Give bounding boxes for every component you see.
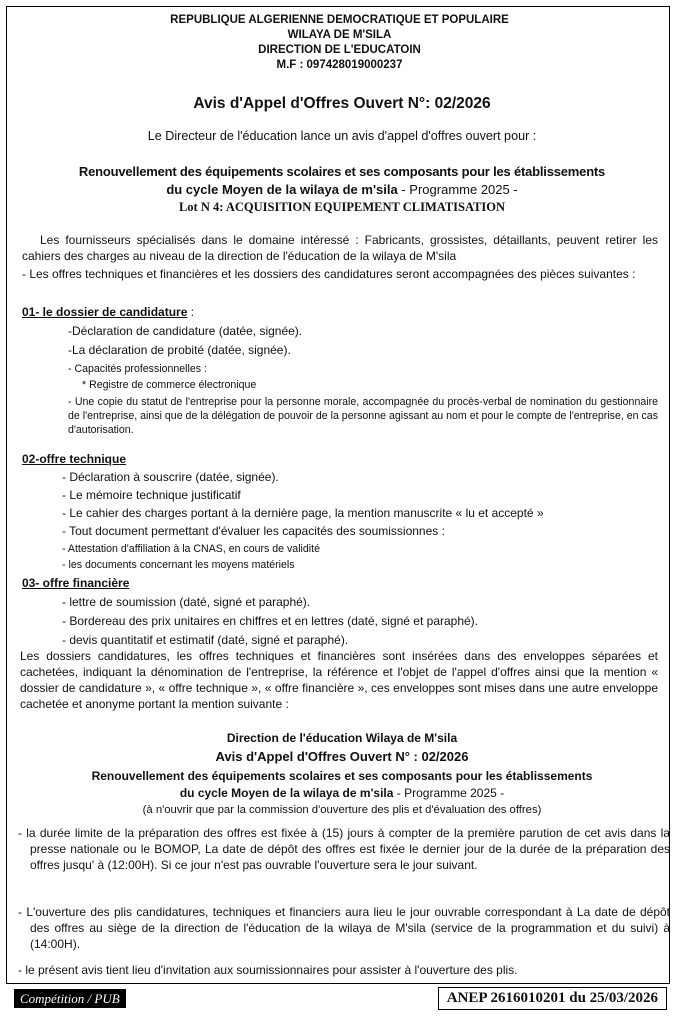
list-item: * Registre de commerce électronique [82, 379, 257, 391]
paragraph-offers: - Les offres techniques et financières et les dossiers des candidatures seront accompagnées des pièces suivantes : [22, 267, 636, 281]
list-item: - Bordereau des prix unitaires en chiffres et en lettres (daté, signé et paraphé). [62, 614, 479, 628]
bullet-opening: - L'ouverture des plis candidatures, techniques et financiers aura lieu le jour ouvrable correspondant à La date de dépôt des offres au siège de la direction de l'éducation de la wilaya de M'sila (service de la programmation et du suivi) à (14:00H). [18, 905, 670, 951]
envelope-line-4 [22, 785, 662, 801]
header-line-wilaya: WILAYA DE M'SILA [287, 29, 392, 41]
list-item: - Tout document permettant d'évaluer les capacités des soumissionnes : [62, 524, 445, 538]
section-candidature-colon: : [187, 305, 195, 319]
envelope-line-2: Avis d'Appel d'Offres Ouvert N° : 02/2026 [215, 749, 469, 764]
subject-cycle: du cycle Moyen de la wilaya de m'sila [166, 182, 398, 197]
list-item: - devis quantitatif et estimatif (daté, signé et paraphé). [62, 633, 349, 647]
list-item: -Déclaration de candidature (datée, signée). [68, 324, 303, 338]
header-line-mf: M.F : 097428019000237 [276, 59, 403, 71]
list-item: -La déclaration de probité (datée, signée). [68, 343, 291, 357]
footer-anep-reference: ANEP 2616010201 du 25/03/2026 [438, 987, 667, 1010]
subject-programme: - Programme 2025 - [401, 182, 518, 197]
paragraph-envelopes: Les dossiers candidatures, les offres techniques et financières sont insérées dans des enveloppes séparées et cachetées, indiquant la dénomination de l'entreprise, la référence et l'objet de l'appel d'offres ainsi que la mention « dossier de candidature », « offre technique », « offre financière », ces enveloppes sont mises dans une autre enveloppe cachetée et anonyme portant la mention suivante : [20, 649, 658, 711]
section-candidature-heading [22, 304, 662, 320]
section-technical [22, 451, 662, 572]
list-item: - Capacités professionnelles : [68, 363, 207, 375]
envelope-cycle: du cycle Moyen de la wilaya de m'sila [179, 786, 394, 800]
section-candidature-title: 01- le dossier de candidature [22, 305, 188, 319]
list-item: - Attestation d'affiliation à la CNAS, en cours de validité [62, 543, 320, 555]
header-line-republic: REPUBLIQUE ALGERIENNE DEMOCRATIQUE ET POPULAIRE [170, 14, 509, 26]
notice-title: Avis d'Appel d'Offres Ouvert N°: 02/2026 [193, 95, 491, 112]
list-item: - Le cahier des charges portant à la dernière page, la mention manuscrite « lu et accepté » [62, 506, 544, 520]
section-financial-heading: 03- offre financière [22, 576, 130, 590]
envelope-line-1: Direction de l'éducation Wilaya de M'sila [226, 731, 458, 745]
envelope-line-3: Renouvellement des équipements scolaires et ses composants pour les établissements [91, 769, 593, 783]
envelope-line-5: (à n'ouvrir que par la commission d'ouverture des plis et d'évaluation des offres) [142, 804, 542, 816]
section-candidature [22, 304, 662, 437]
list-item: - lettre de soumission (daté, signé et paraphé). [62, 595, 311, 609]
envelope-programme: - Programme 2025 - [396, 786, 505, 800]
subject-lot: Lot N 4: ACQUISITION EQUIPEMENT CLIMATISATION [178, 200, 506, 214]
section-technical-heading: 02-offre technique [22, 452, 127, 466]
header-line-direction: DIRECTION DE L'EDUCATOIN [258, 44, 421, 56]
list-item: - Le mémoire technique justificatif [62, 488, 241, 502]
footer-competition-label: Compétition / PUB [14, 989, 126, 1008]
list-item: - Une copie du statut de l'entreprise pour la personne morale, accompagnée du procès-verbal de nomination du gestionnaire de l'entreprise, ainsi que de la délégation de pouvoir de la personne agissant au nom et pour le compte de l'entreprise, en cas d'autorisation. [68, 396, 658, 436]
intro-text: Le Directeur de l'éducation lance un avis d'appel d'offres ouvert pour : [147, 129, 537, 143]
bullet-invitation: - le présent avis tient lieu d'invitation aux soumissionnaires pour assister à l'ouverture des plis. [18, 963, 518, 977]
bullet-deadline: - la durée limite de la préparation des offres est fixée à (15) jours à compter de la première parution de cet avis dans la presse nationale ou le BOMOP, La date de dépôt des offres est fixée le dernier jour de la durée de la préparation des offres jusqu' à (12:00H). Si ce jour n'est pas ouvrable l'ouverture sera le jour suivant. [18, 826, 670, 872]
subject-line-2 [22, 181, 662, 198]
section-financial [22, 575, 662, 648]
list-item: - les documents concernant les moyens matériels [62, 559, 295, 571]
list-item: - Déclaration à souscrire (datée, signée). [62, 470, 279, 484]
paragraph-suppliers: Les fournisseurs spécialisés dans le domaine intéressé : Fabricants, grossistes, détaillants, peuvent retirer les cahiers des charges au niveau de la direction de l'éducation de la wilaya de M'sila [22, 233, 658, 263]
subject-line-1: Renouvellement des équipements scolaires et ses composants pour les établissements [78, 164, 606, 179]
